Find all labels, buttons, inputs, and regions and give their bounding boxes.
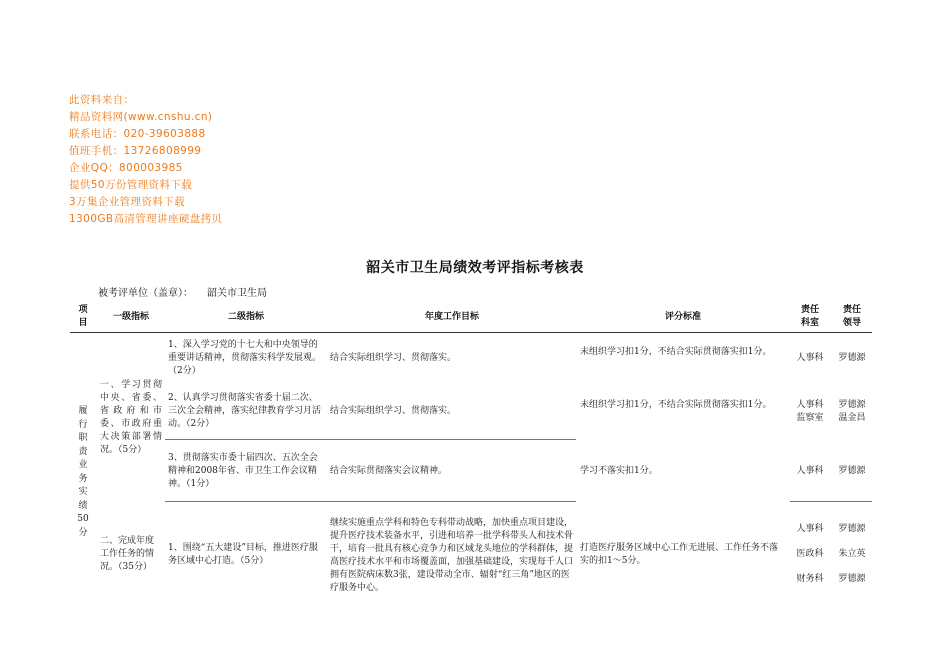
promo-line: 联系电话：020-39603888 [69, 128, 206, 140]
row-leader: 罗德源 温金昌 [838, 400, 866, 423]
header-level1: 一级指标 [112, 312, 149, 322]
row-dept: 医政科 [796, 549, 824, 559]
row-leader: 朱立英 [838, 549, 866, 559]
promo-line: 此资料来自： [69, 94, 135, 106]
promo-block [69, 92, 222, 228]
row-goal: 结合实际贯彻落实会议精神。 [330, 466, 448, 476]
row-goal: 继续实施重点学科和特色专科带动战略，加快重点项目建设，提升医疗技术装备水平，引进和培养一批学科带头人和技术骨干，培育一批具有核心竞争力和区域龙头地位的学科群体，提高医疗技术水平和市场覆盖面，加强基础建设，实现每千人口拥有医院病床数3张，建设带动全市、辐射“红三角”地区的医疗服务中心。 [330, 518, 574, 593]
unit-label: 被考评单位（盖章）： [98, 288, 193, 299]
row-rule [165, 501, 576, 502]
header-leader: 责任 领导 [842, 305, 861, 328]
row-leader: 罗德源 [838, 353, 866, 363]
promo-line: 企业QQ：800003985 [69, 162, 183, 174]
promo-line[interactable]: 精品资料网(www.cnshu.cn) [69, 111, 213, 123]
row-level2: 1、围绕“五大建设”目标，推进医疗服务区域中心打造。（5分） [168, 543, 318, 566]
unit-name: 韶关市卫生局 [207, 288, 267, 299]
row-criteria: 学习不落实扣1分。 [580, 466, 658, 476]
group-level1: 一、学习贯彻中央、省委、省政府和市委、市政府重大决策部署情况。（5分） [100, 380, 162, 455]
row-leader: 罗德源 [838, 466, 866, 476]
header-rule [70, 332, 872, 333]
row-level2: 1、深入学习党的十七大和中央领导的重要讲话精神，贯彻落实科学发展观。（2分） [168, 340, 322, 376]
row-criteria: 未组织学习扣1分，不结合实际贯彻落实扣1分。 [580, 347, 772, 357]
header-item: 项 目 [78, 305, 88, 328]
header-goal: 年度工作目标 [424, 312, 479, 322]
row-criteria: 打造医疗服务区域中心工作无进展、工作任务不落实的扣1～5分。 [580, 543, 779, 566]
row-dept: 财务科 [796, 574, 824, 584]
header-criteria: 评分标准 [664, 312, 701, 322]
promo-line: 提供50万份管理资料下载 [69, 179, 193, 191]
row-rule [790, 501, 872, 502]
page-title: 韶关市卫生局绩效考评指标考核表 [366, 260, 584, 276]
item-label: 履 行 职 责 业 务 实 绩 50 分 [77, 406, 89, 538]
row-dept: 人事科 监察室 [796, 400, 824, 423]
promo-line: 1300GB高清管理讲座硬盘拷贝 [69, 213, 223, 225]
row-leader: 罗德源 [838, 524, 866, 534]
row-goal: 结合实际组织学习、贯彻落实。 [330, 406, 457, 416]
group-level1: 二、完成年度工作任务的情况。（35分） [100, 536, 155, 572]
row-rule [165, 439, 576, 440]
row-dept: 人事科 [796, 466, 824, 476]
promo-line: 3万集企业管理资料下载 [69, 196, 186, 208]
row-dept: 人事科 [796, 353, 824, 363]
unit-line [98, 284, 281, 299]
row-goal: 结合实际组织学习、贯彻落实。 [330, 353, 457, 363]
header-level2: 二级指标 [227, 312, 264, 322]
row-dept: 人事科 [796, 524, 824, 534]
row-level2: 2、认真学习贯彻落实省委十届二次、三次全会精神，落实纪律教育学习月活动。（2分） [168, 393, 322, 429]
row-level2: 3、贯彻落实市委十届四次、五次全会精神和2008年省、市卫生工作会议精神。（1分） [168, 453, 318, 489]
promo-line: 值班手机：13726808999 [69, 145, 202, 157]
header-dept: 责任 科室 [800, 305, 819, 328]
row-criteria: 未组织学习扣1分，不结合实际贯彻落实扣1分。 [580, 400, 772, 410]
row-leader: 罗德源 [838, 574, 866, 584]
